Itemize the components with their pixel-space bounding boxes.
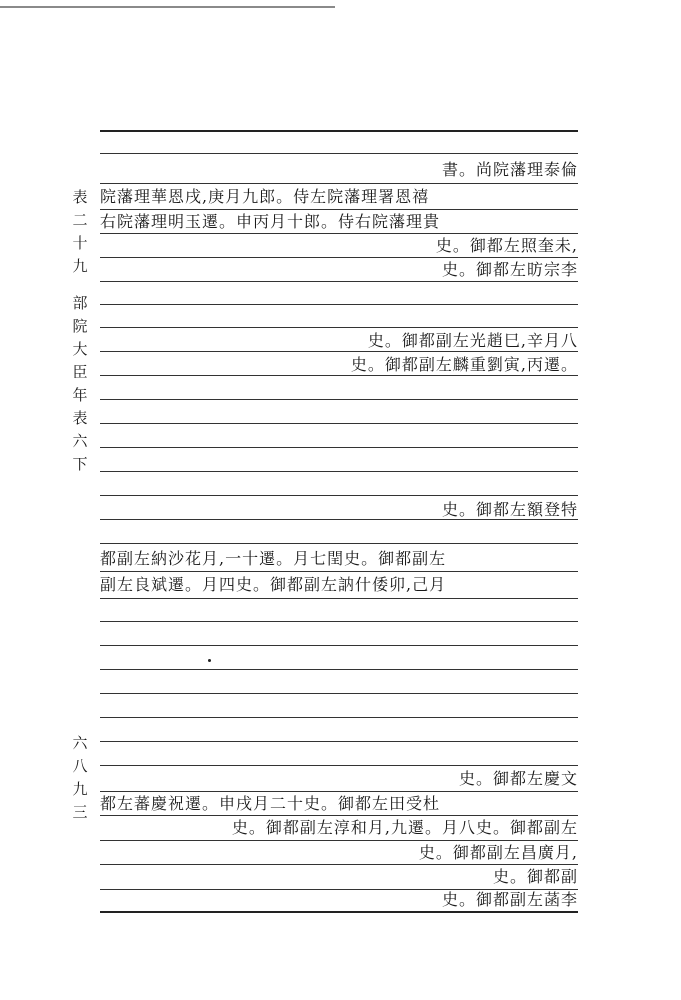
table-row: 史。御都左額登特 [441,500,578,519]
table-rule [100,130,578,132]
table-rule [100,571,578,572]
table-row: 史。御都左慶文 [458,769,578,788]
table-rule [100,864,578,865]
side-char: 九 [72,257,88,275]
side-title [70,186,90,278]
table-rule [100,693,578,694]
table-rule [100,153,578,154]
table-row: 都副左納沙花月,一十遷。月七閏史。御都副左 [100,549,447,568]
table-row: 都左蕃慶祝遷。申戌月二十史。御都左田受杜 [100,794,441,813]
side-title-2 [70,292,90,476]
side-char: 十 [72,234,88,252]
table-rule [100,741,578,742]
table-rule [100,543,578,544]
ink-speck [208,659,211,662]
page-number-char: 八 [72,757,88,775]
table-row: 史。御都副左淳和月,九遷。月八史。御都副左 [231,818,578,837]
table-rule [100,598,578,599]
table-row: 副左良斌遷。月四史。御都副左訥什倭卯,己月 [100,575,447,594]
table-rule [100,399,578,400]
table-row: 史。御都副左光趙巳,辛月八 [367,331,578,350]
table-rule [100,765,578,766]
table-rule [100,717,578,718]
page-number-char: 九 [72,780,88,798]
table-rule [100,471,578,472]
table-rule [100,327,578,328]
table-rule [100,209,578,210]
side-char: 下 [72,455,88,473]
side-char: 表 [72,188,88,206]
side-char: 表 [72,409,88,427]
table-rule [100,233,578,234]
table-row: 史。御都左照奎未, [435,236,578,255]
table-row: 史。御都副左麟重劉寅,丙遷。 [350,355,578,374]
table-rule [100,840,578,841]
table-row: 右院藩理明玉遷。申丙月十郎。侍右院藩理貴 [100,212,441,231]
table-rule [100,815,578,816]
table-row: 院藩理華恩戌,庚月九郎。侍左院藩理署恩禧 [100,187,430,206]
table-rule [100,645,578,646]
table-rule [100,304,578,305]
table-row: 史。御都副 [492,867,578,886]
top-edge-line [0,6,335,8]
table-rule [100,669,578,670]
side-char: 大 [72,340,88,358]
table-rule [100,621,578,622]
table-rule [100,183,578,184]
table-rule [100,495,578,496]
table-row: 史。御都副左昌廣月, [418,843,578,862]
side-char: 年 [72,386,88,404]
side-char: 部 [72,294,88,312]
table-rule [100,423,578,424]
table-row: 書。尚院藩理泰倫 [441,160,578,179]
table-rule [100,791,578,792]
page-number-char: 六 [72,734,88,752]
side-char: 六 [72,432,88,450]
side-char: 臣 [72,363,88,381]
table-rule [100,257,578,258]
page-number [70,732,90,824]
side-char: 二 [72,211,88,229]
table-row: 史。御都左昉宗李 [441,260,578,279]
side-char: 院 [72,317,88,335]
page-number-char: 三 [72,803,88,821]
table-rule [100,281,578,282]
table-row: 史。御都副左菡李 [441,890,578,909]
table-rule [100,911,578,913]
table-rule [100,447,578,448]
